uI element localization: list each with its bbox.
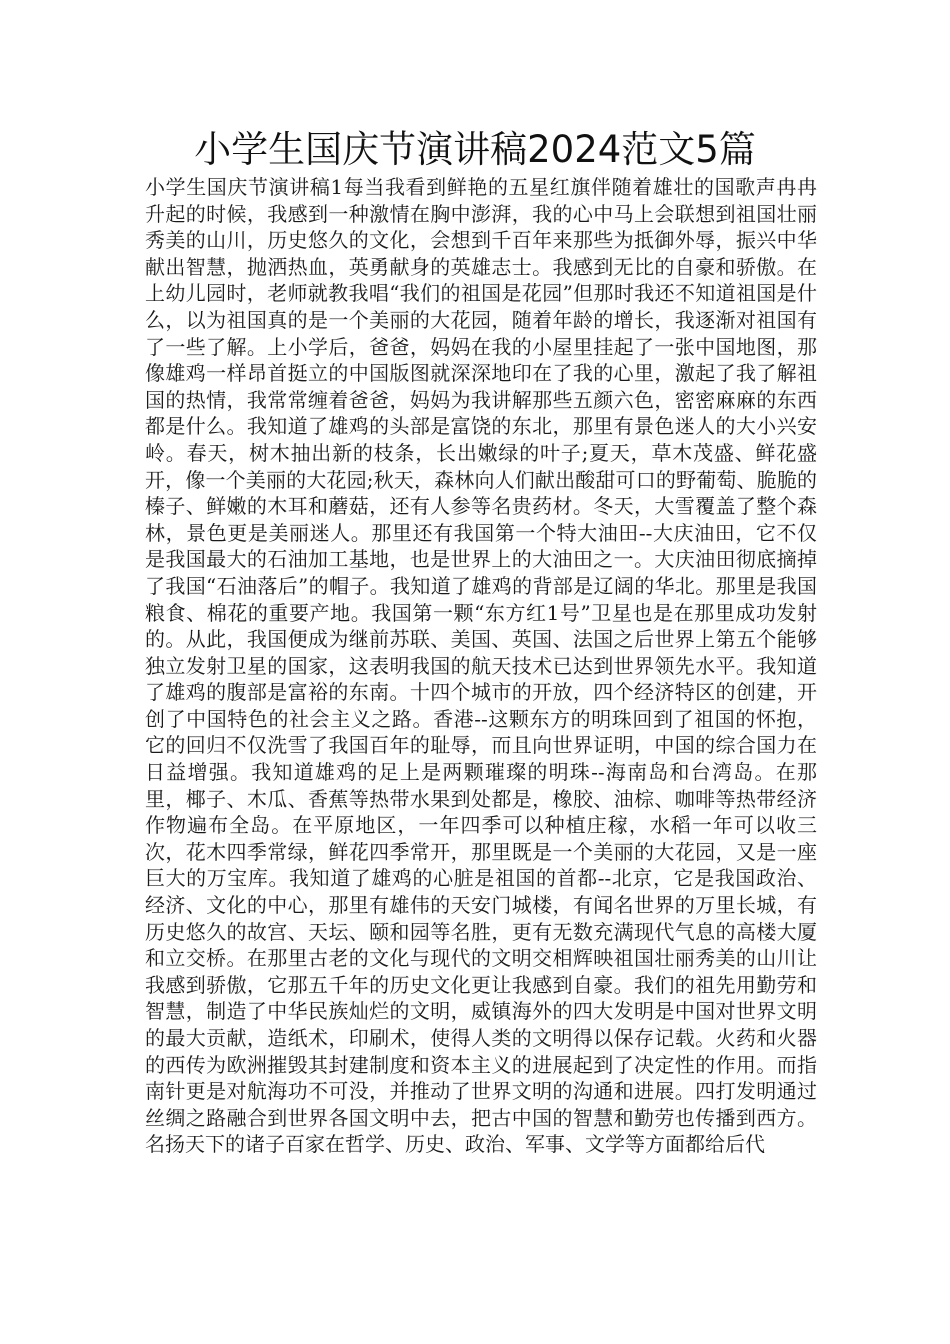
- document-body-text: 小学生国庆节演讲稿1每当我看到鲜艳的五星红旗伴随着雄壮的国歌声冉冉升起的时候，我感到一种激情在胸中澎湃，我的心中马上会联想到祖国壮丽秀美的山川，历史悠久的文化，会想到千百年来那些为抵御外辱，振兴中华献出智慧，抛洒热血，英勇献身的英雄志士。我感到无比的自豪和骄傲。在上幼儿园时，老师就教我唱“我们的祖国是花园”但那时我还不知道祖国是什么，以为祖国真的是一个美丽的大花园，随着年龄的增长，我逐渐对祖国有了一些了解。上小学后，爸爸，妈妈在我的小屋里挂起了一张中国地图，那像雄鸡一样昂首挺立的中国版图就深深地印在了我的心里，激起了我了解祖国的热情，我常常缠着爸爸，妈妈为我讲解那些五颜六色，密密麻麻的东西都是什么。我知道了雄鸡的头部是富饶的东北，那里有景色迷人的大小兴安岭。春天，树木抽出新的枝条，长出嫩绿的叶子;夏天，草木茂盛、鲜花盛开，像一个美丽的大花园;秋天，森林向人们献出酸甜可口的野葡萄、脆脆的榛子、鲜嫩的木耳和蘑菇，还有人参等名贵药材。冬天，大雪覆盖了整个森林，景色更是美丽迷人。那里还有我国第一个特大油田--大庆油田，它不仅是我国最大的石油加工基地，也是世界上的大油田之一。大庆油田彻底摘掉了我国“石油落后”的帽子。我知道了雄鸡的背部是辽阔的华北。那里是我国粮食、棉花的重要产地。我国第一颗“东方红1号”卫星也是在那里成功发射的。从此，我国便成为继前苏联、美国、英国、法国之后世界上第五个能够独立发射卫星的国家，这表明我国的航天技术已达到世界领先水平。我知道了雄鸡的腹部是富裕的东南。十四个城市的开放，四个经济特区的创建，开创了中国特色的社会主义之路。香港--这颗东方的明珠回到了祖国的怀抱，它的回归不仅洗雪了我国百年的耻辱，而且向世界证明，中国的综合国力在日益增强。我知道雄鸡的足上是两颗璀璨的明珠--海南岛和台湾岛。在那里，椰子、木瓜、香蕉等热带水果到处都是，橡胶、油棕、咖啡等热带经济作物遍布全岛。在平原地区，一年四季可以种植庄稼，水稻一年可以收三次，花木四季常绿，鲜花四季常开，那里既是一个美丽的大花园，又是一座巨大的万宝库。我知道了雄鸡的心脏是祖国的首都--北京，它是我国政治、经济、文化的中心，那里有雄伟的天安门城楼，有闻名世界的万里长城，有历史悠久的故宫、天坛、颐和园等名胜，更有无数充满现代气息的高楼大厦和立交桥。在那里古老的文化与现代的文明交相辉映祖国壮丽秀美的山川让我感到骄傲，它那五千年的历史文化更让我感到自豪。我们的祖先用勤劳和智慧，制造了中华民族灿烂的文明，威镇海外的四大发明是中国对世界文明的最大贡献，造纸术，印刷术，使得人类的文明得以保存记载。火药和火器的西传为欧洲摧毁其封建制度和资本主义的进展起到了决定性的作用。而指南针更是对航海功不可没，并推动了世界文明的沟通和进展。四打发明通过丝绸之路融合到世界各国文明中去，把古中国的智慧和勤劳也传播到西方。名扬天下的诸子百家在哲学、历史、政治、军事、文学等方面都给后代: [145, 175, 817, 1157]
- document-title: 小学生国庆节演讲稿2024范文5篇: [194, 128, 756, 171]
